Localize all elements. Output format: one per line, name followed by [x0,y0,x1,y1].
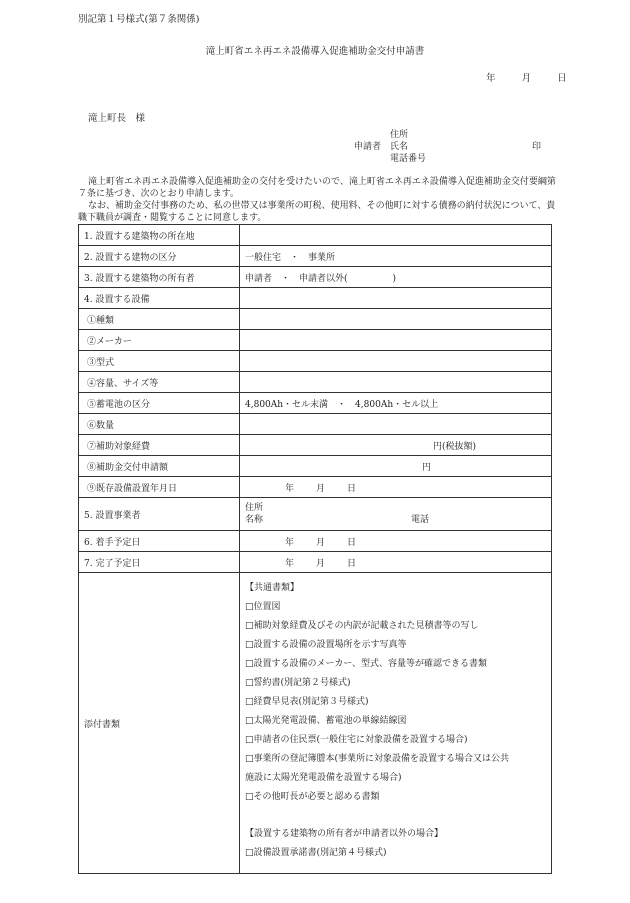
date-day-label: 日 [557,73,567,84]
row-label: 7. 完了予定日 [79,552,240,573]
attachments-label: 添付書類 [79,573,240,874]
year-unit: 年 [285,558,295,569]
form-number: 別記第１号様式(第７条関係) [78,14,200,25]
row-label: 1. 設置する建築物の所在地 [79,225,240,246]
attachment-item[interactable]: □その他町長が必要と認める書類 [245,792,380,802]
contractor-field[interactable] [240,498,552,531]
attachment-item[interactable]: □経費早見表(別記第３号様式) [245,697,369,707]
month-unit: 月 [316,537,326,548]
row-value[interactable] [240,309,552,330]
attachment-item[interactable]: □補助対象経費及びその内訳が記載された見積書等の写し [245,621,479,631]
completion-date-field[interactable] [240,552,552,573]
table-row [79,531,552,552]
contractor-phone-label: 電話 [411,515,430,525]
building-type-options[interactable]: 一般住宅 ・ 事業所 [240,246,552,267]
row-label: ⑧補助金交付申請額 [79,456,240,477]
table-row [79,477,552,498]
row-label: 6. 着手予定日 [79,531,240,552]
date-year-label: 年 [486,73,496,84]
row-label: ①種類 [79,309,240,330]
table-row [79,498,552,531]
intro-paragraph-1: 滝上町省エネ再エネ設備導入促進補助金の交付を受けたいので、滝上町省エネ再エネ設備導入促進補助金交付要綱第７条に基づき、次のとおり申請します。 [78,177,556,199]
row-label: ⑤蓄電池の区分 [79,393,240,414]
applicant-role-label: 申請者 [354,142,382,152]
row-label: ④容量、サイズ等 [79,372,240,393]
subsidy-cost-unit: 円(税抜額) [432,441,476,452]
intro-text [78,176,558,224]
table-row [79,372,552,393]
table-row [79,573,552,874]
attachment-item[interactable]: □位置図 [245,602,281,612]
month-unit: 月 [316,483,326,494]
row-label: 5. 設置事業者 [79,498,240,531]
table-row [79,309,552,330]
table-row [79,267,552,288]
day-unit: 日 [347,483,357,494]
attachment-item[interactable]: □太陽光発電設備、蓄電池の単線結線図 [245,716,407,726]
row-label: ⑥数量 [79,414,240,435]
subsidy-cost-field[interactable] [240,435,552,456]
row-label: ③型式 [79,351,240,372]
table-row [79,393,552,414]
table-row [79,351,552,372]
table-row [79,456,552,477]
table-row [79,435,552,456]
year-unit: 年 [285,537,295,548]
day-unit: 日 [347,558,357,569]
table-row [79,288,552,309]
row-value[interactable] [240,330,552,351]
row-label: ②メーカー [79,330,240,351]
row-value[interactable] [240,225,552,246]
attachments-common-heading: 【共通書類】 [245,583,300,593]
contractor-name-label: 名称 [245,515,264,525]
table-row [79,330,552,351]
intro-paragraph-2: なお、補助金交付事務のため、私の世帯又は事業所の町税、使用料、その他町に対する債務の納付状況について、貴職下職員が調査・閲覧することに同意します。 [78,201,556,223]
table-row [79,225,552,246]
applicant-fields [390,129,426,165]
day-unit: 日 [347,537,357,548]
table-row [79,414,552,435]
applicant-phone-label: 電話番号 [390,154,427,164]
date-line [486,73,567,85]
table-row [79,552,552,573]
table-row [79,246,552,267]
row-value[interactable] [240,414,552,435]
date-month-label: 月 [521,73,532,84]
attachment-item[interactable]: □誓約書(別記第２号様式) [245,678,351,688]
owner-options[interactable]: 申請者 ・ 申請者以外( ) [240,267,552,288]
seal-label: 印 [532,142,542,152]
attachment-item[interactable]: □設備設置承諾書(別記第４号様式) [245,848,387,858]
attachment-item[interactable]: □申請者の住民票(一般住宅に対象設備を設置する場合) [245,735,468,745]
month-unit: 月 [316,558,326,569]
attachments-other-owner-heading: 【設置する建築物の所有者が申請者以外の場合】 [245,829,444,839]
applicant-name-label: 氏名 [390,142,409,152]
application-table [78,224,552,874]
row-label: 3. 設置する建築物の所有者 [79,267,240,288]
application-amount-field[interactable] [240,456,552,477]
start-date-field[interactable] [240,531,552,552]
attachment-item[interactable]: □設置する設備の設置場所を示す写真等 [245,640,407,650]
row-value[interactable] [240,288,552,309]
addressee: 滝上町長 様 [88,113,146,124]
document-title: 滝上町省エネ再エネ設備導入促進補助金交付申請書 [205,46,425,57]
attachments-list [240,573,552,874]
contractor-address-label: 住所 [245,503,264,513]
attachment-item[interactable]: □設置する設備のメーカー、型式、容量等が確認できる書類 [245,659,487,669]
applicant-address-label: 住所 [390,130,409,140]
row-label: ⑦補助対象経費 [79,435,240,456]
row-label: 4. 設置する設備 [79,288,240,309]
row-value[interactable] [240,372,552,393]
attachment-item[interactable]: □事業所の登記簿謄本(事業所に対象設備を設置する場合又は公共 [245,754,510,764]
row-value[interactable] [240,351,552,372]
row-label: ⑨既存設備設置年月日 [79,477,240,498]
application-amount-unit: 円 [421,462,431,473]
existing-install-date-field[interactable] [240,477,552,498]
year-unit: 年 [285,483,295,494]
battery-class-options[interactable]: 4,800Ah・セル未満 ・ 4,800Ah・セル以上 [240,393,552,414]
attachment-item-continuation: 施設に太陽光発電設備を設置する場合) [245,773,402,783]
row-label: 2. 設置する建物の区分 [79,246,240,267]
